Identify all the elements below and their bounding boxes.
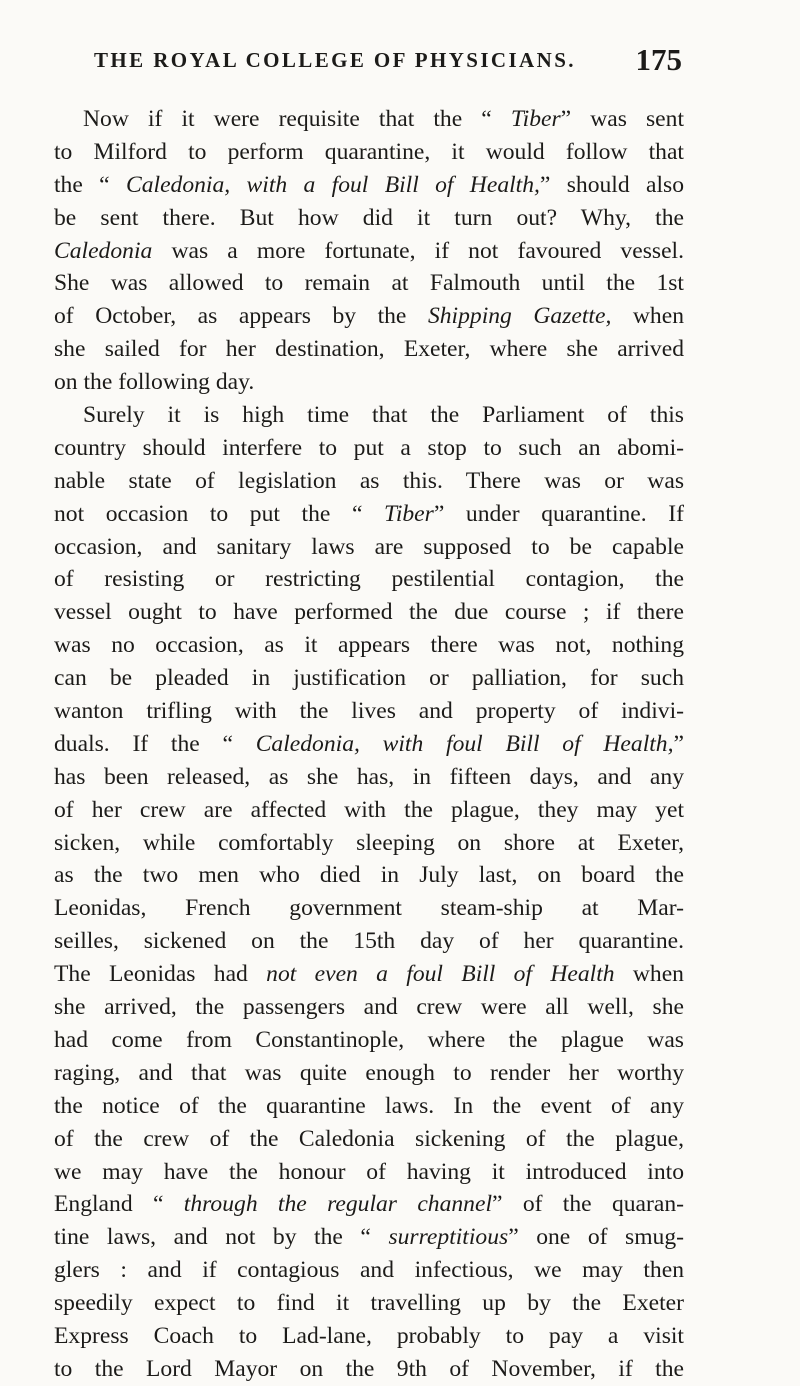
text-run: as the two men who died in July last, on board the [54,862,684,889]
text-line [54,1287,684,1320]
page-number: 175 [635,42,682,77]
italic-text: Tiber [510,106,561,132]
text-line [54,925,684,958]
text-line [54,1123,684,1156]
text-run: when [614,961,684,988]
text-line [54,498,684,531]
text-line [54,1353,684,1386]
text-run: Surely it is high time that the Parliament of this [83,402,684,429]
text-line [54,136,684,169]
text-line [54,596,684,629]
text-run: vessel ought to have performed the due course ; if there [54,599,684,626]
text-run: of the crew of the Caledonia sickening of the plague, [54,1125,684,1152]
italic-text: surreptitious [388,1224,509,1251]
text-run: to the Lord Mayor on the 9th of November, if the [54,1355,684,1382]
text-run: she arrived, the passengers and crew were all well, she [54,994,684,1021]
text-run: was a more fortunate, if not favoured vessel. [152,237,684,264]
text-run: ” under quarantine. If [433,500,684,527]
text-line [54,1057,684,1090]
text-run: ” [673,730,684,757]
text-line [54,1188,684,1221]
text-line [54,1320,684,1353]
text-run: can be pleaded in justification or palliation, for such [54,665,684,692]
text-run: of October, as appears by the [54,303,428,330]
text-run: ” of the quaran- [492,1191,684,1218]
text-run: country should interfere to put a stop to such an abomi- [54,434,684,461]
text-run: not occasion to put the “ [54,500,385,527]
text-run: glers : and if contagious and infectious, we may then [54,1257,684,1284]
text-run: to Milford to perform quarantine, it would follow that [54,138,684,165]
italic-text: Tiber [384,500,434,527]
text-run: when [611,303,685,330]
text-line [54,531,684,564]
text-run: seilles, sickened on the 15th day of her quarantine. [54,928,684,955]
text-run: wanton trifling with the lives and property of indivi- [54,698,684,725]
text-run: nable state of legislation as this. There was or was [54,467,684,494]
text-line [54,728,684,761]
text-line [54,563,684,596]
text-line [54,465,684,498]
text-run: England “ [54,1191,184,1218]
text-line [54,169,684,202]
text-run: duals. If the “ [54,730,256,757]
text-run: we may have the honour of having it introduced into [54,1158,684,1185]
text-run: tine laws, and not by the “ [54,1224,389,1251]
text-run: sicken, while comfortably sleeping on shore at Exeter, [54,829,684,856]
text-line [54,629,684,662]
text-line [54,1090,684,1123]
italic-text: Caledonia [54,237,153,264]
text-run: raging, and that was quite enough to render her worthy [54,1059,684,1086]
text-line [54,761,684,794]
text-line [54,366,684,399]
text-run: has been released, as she has, in fifteen days, and any [54,763,684,790]
text-line [54,267,684,300]
text-run: she sailed for her destination, Exeter, where she arrived [54,336,684,363]
text-run: She was allowed to remain at Falmouth until the 1st [54,270,684,297]
text-line [54,202,684,235]
text-run: The Leonidas had [54,961,267,988]
italic-text: through the regular channel [183,1191,493,1218]
text-run: of her crew are affected with the plague, they may yet [54,796,684,823]
running-head [86,42,682,82]
text-run: occasion, and sanitary laws are supposed to be capable [54,533,684,560]
text-line [54,1221,684,1254]
italic-text: not even a foul Bill of Health [266,961,615,988]
text-run: was no occasion, as it appears there was not, nothing [54,632,684,659]
text-run: Express Coach to Lad-lane, probably to pay a visit [54,1322,684,1349]
text-line [54,1156,684,1189]
text-run: speedily expect to find it travelling up by the Exeter [54,1290,684,1317]
text-line [54,695,684,728]
text-line [54,859,684,892]
italic-text: Shipping Gazette, [427,303,612,330]
running-title: THE ROYAL COLLEGE OF PHYSICIANS. [94,48,576,72]
text-line [54,103,684,136]
italic-text: Caledonia, with a foul Bill of Health, [125,171,540,198]
text-line [54,432,684,465]
italic-text: Caledonia, with foul Bill of Health, [255,730,674,757]
text-line [54,958,684,991]
text-line [54,399,684,432]
text-line [54,1024,684,1057]
text-run: ” was sent [560,106,684,132]
text-run: had come from Constantinople, where the plague was [54,1026,684,1053]
text-run: Now if it were requisite that the “ [83,106,511,132]
text-run: of resisting or restricting pestilential contagion, the [54,566,684,593]
text-line [54,662,684,695]
text-line [54,827,684,860]
text-run: the notice of the quarantine laws. In the event of any [54,1092,684,1119]
text-line [54,300,684,333]
text-run: the “ [54,171,126,198]
text-run: ” one of smug- [508,1224,684,1251]
text-line [54,333,684,366]
text-line [54,892,684,925]
body-text [54,103,684,1386]
text-run: ” should also [539,171,685,198]
text-run: be sent there. But how did it turn out? Why, the [54,204,684,231]
text-run: on the following day. [54,369,255,396]
text-line [54,991,684,1024]
text-line [54,235,684,268]
text-run: Leonidas, French government steam-ship at Mar- [54,895,684,922]
text-line [54,1254,684,1287]
text-line [54,794,684,827]
